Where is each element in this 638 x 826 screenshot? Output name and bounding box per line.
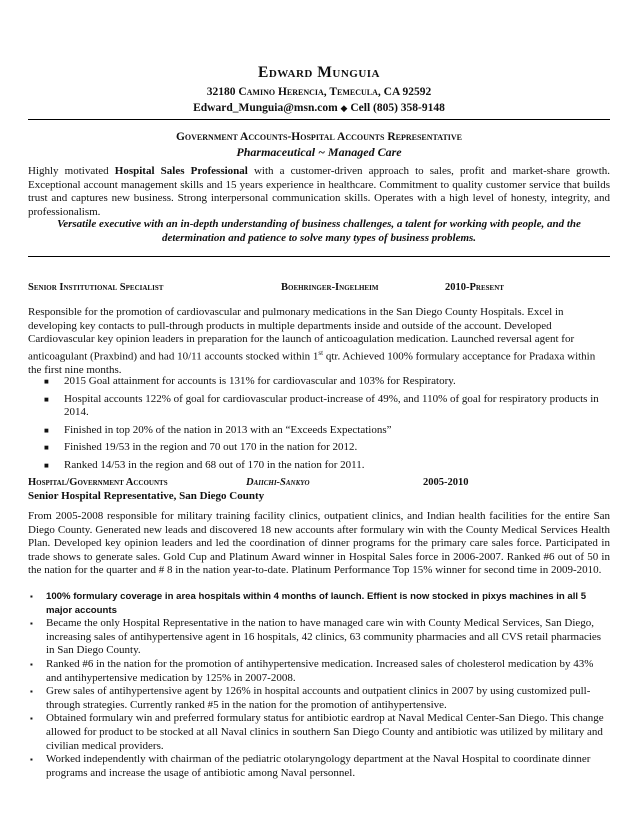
square-bullet-icon: ■ (44, 394, 49, 404)
list-item (28, 685, 610, 712)
list-item (28, 712, 610, 753)
bullet-text: Finished 19/53 in the region and 70 out 170 in the nation for 2012. (64, 441, 358, 454)
bullet-text: Hospital accounts 122% of goal for cardiovascular product-increase of 49%, and 110% of goal for respiratory products in 2014. (64, 392, 599, 419)
objective-title: Government Accounts-Hospital Accounts Representative (175, 131, 463, 143)
job1-desc-sup: st (318, 348, 324, 357)
bullet-text: Finished in top 20% of the nation in 2013 with an “Exceeds Expectations” (64, 423, 392, 436)
job2-subtitle: Senior Hospital Representative, San Diego County (28, 490, 265, 502)
email: Edward_Munguia@msn.com (193, 102, 338, 114)
list-item (44, 393, 610, 420)
square-bullet-icon: ■ (44, 377, 49, 386)
candidate-name: Edward Munguia (257, 64, 380, 81)
square-bullet-icon: ■ (44, 425, 49, 435)
objective-subtitle: Pharmaceutical ~ Managed Care (236, 145, 402, 159)
bullet-text: Grew sales of antihypertensive agent by 126% in hospital accounts and outpatient clinics in 2007 by using customized pull-through strategies. Currently ranked #5 in the nation for the promotion of antihypertensive. (46, 685, 591, 711)
job2-title: Hospital/Government Accounts (28, 477, 168, 488)
list-item (28, 753, 610, 780)
summary-rest: with a customer-driven approach to sales, profit and market-share growth. Exceptional account management skills and 15 years experience in healthcare. Commitment to quality customer service that builds trust and captures new business. Strong interpersonal communication skills. Operates with a high level of honesty, integrity, and professionalism. (28, 165, 611, 218)
job2-description: From 2005-2008 responsible for military training facility clinics, outpatient clinics, and Indian health facilities for the entire San Diego County. Generated new leads and discovered 18 new accounts after formulary win with the County Medical Services Health Plan. Developed key opinion leaders and led the coordination of dinner programs for the primary care sales force. Participated in trade shows to generate sales. Gold Cup and Platinum Award winner in Hospital Sales force in 2006-2007. Ranked #6 out of 50 in the nation for the quarter and # 8 in the nation year-to-date. Platinum Performance Top 15% winner for second time in 2009-2010. (28, 510, 610, 577)
list-item (44, 441, 610, 455)
bullet-text: Ranked #6 in the nation for the promotion of antihypertensive medication. Increased sales of cholesterol medication by 43% and antihypertensive medication by 125% in 2007-2008. (46, 657, 594, 684)
list-item (28, 658, 610, 685)
summary-bold: Hospital Sales Professional (114, 165, 248, 177)
square-bullet-icon: ▪ (30, 755, 33, 765)
bullet-text: Ranked 14/53 in the region and 68 out of 170 in the nation for 2011. (64, 458, 365, 471)
job1-title: Senior Institutional Specialist (28, 282, 164, 293)
list-item (28, 590, 610, 617)
separator-diamond-icon: ◆ (340, 104, 348, 114)
square-bullet-icon: ■ (44, 443, 49, 453)
list-item (44, 375, 610, 389)
header-divider (28, 119, 610, 120)
summary-divider (28, 256, 610, 257)
bullet-text: 2015 Goal attainment for accounts is 131% for cardiovascular and 103% for Respiratory. (64, 375, 456, 387)
job1-desc-a: Responsible for the promotion of cardiovascular and pulmonary medications in the San Diego County Hospitals. Excel in developing key contacts to pull-through products in multiple departments inside and outside of the account. Developed Cardiovascular key opinion leaders in preparation for the launch of anticoagulation medication. Launched reversal agent for anticoagulant (Praxbind) and had 10/11 accounts stocked within 1 (28, 306, 575, 363)
job1-bullets (44, 375, 610, 477)
job1-description (28, 306, 610, 378)
job2-company: Daiichi-Sankyo (246, 477, 310, 488)
square-bullet-icon: ▪ (30, 619, 33, 629)
square-bullet-icon: ▪ (30, 714, 33, 724)
square-bullet-icon: ▪ (30, 659, 33, 669)
bullet-text: Obtained formulary win and preferred formulary status for antibiotic eardrop at Naval Medical Center-San Diego. This change allowed for product to be stocked at all Naval clinics in southern San Diego County and antibiotic was utilized by military and civilian medical providers. (46, 712, 604, 752)
square-bullet-icon: ■ (44, 460, 49, 470)
phone: Cell (805) 358-9148 (350, 102, 445, 114)
bullet-text: Worked independently with chairman of the pediatric otolaryngology department at the Naval Hospital to coordinate dinner programs and increase the usage of antibiotic among Naval personnel. (46, 753, 591, 779)
list-item (44, 424, 610, 438)
square-bullet-icon: ▪ (30, 687, 33, 697)
bullet-text: Became the only Hospital Representative in the nation to have managed care win with County Medical Services, San Diego, increasing sales of antihypertensive agent in 16 hospitals, 42 clinics, 63 community pharmacies and all CVS retail pharmacies in San Diego County. (46, 617, 602, 657)
square-bullet-icon: ▪ (30, 592, 33, 601)
job2-dates: 2005-2010 (423, 477, 469, 488)
contact-line (0, 102, 638, 114)
summary-prefix: Highly motivated (28, 165, 115, 177)
tagline: Versatile executive with an in-depth understanding of business challenges, a talent for working with people, and the determination and patience to solve many types of business problems. (57, 218, 581, 244)
job1-dates: 2010-Present (445, 282, 504, 293)
list-item (28, 617, 610, 658)
candidate-address: 32180 Camino Herencia, Temecula, CA 92592 (206, 86, 432, 98)
job2-bullets (28, 590, 610, 780)
job1-company: Boehringer-Ingelheim (281, 282, 379, 293)
bullet-text: 100% formulary coverage in area hospitals within 4 months of launch. Effient is now stocked in pixys machines in all 5 major accounts (46, 591, 587, 616)
job1-desc-b: qtr. Achieved 100% formulary acceptance for Pradaxa within the first nine months. (28, 350, 596, 377)
summary-paragraph (28, 165, 610, 219)
list-item (44, 459, 610, 473)
